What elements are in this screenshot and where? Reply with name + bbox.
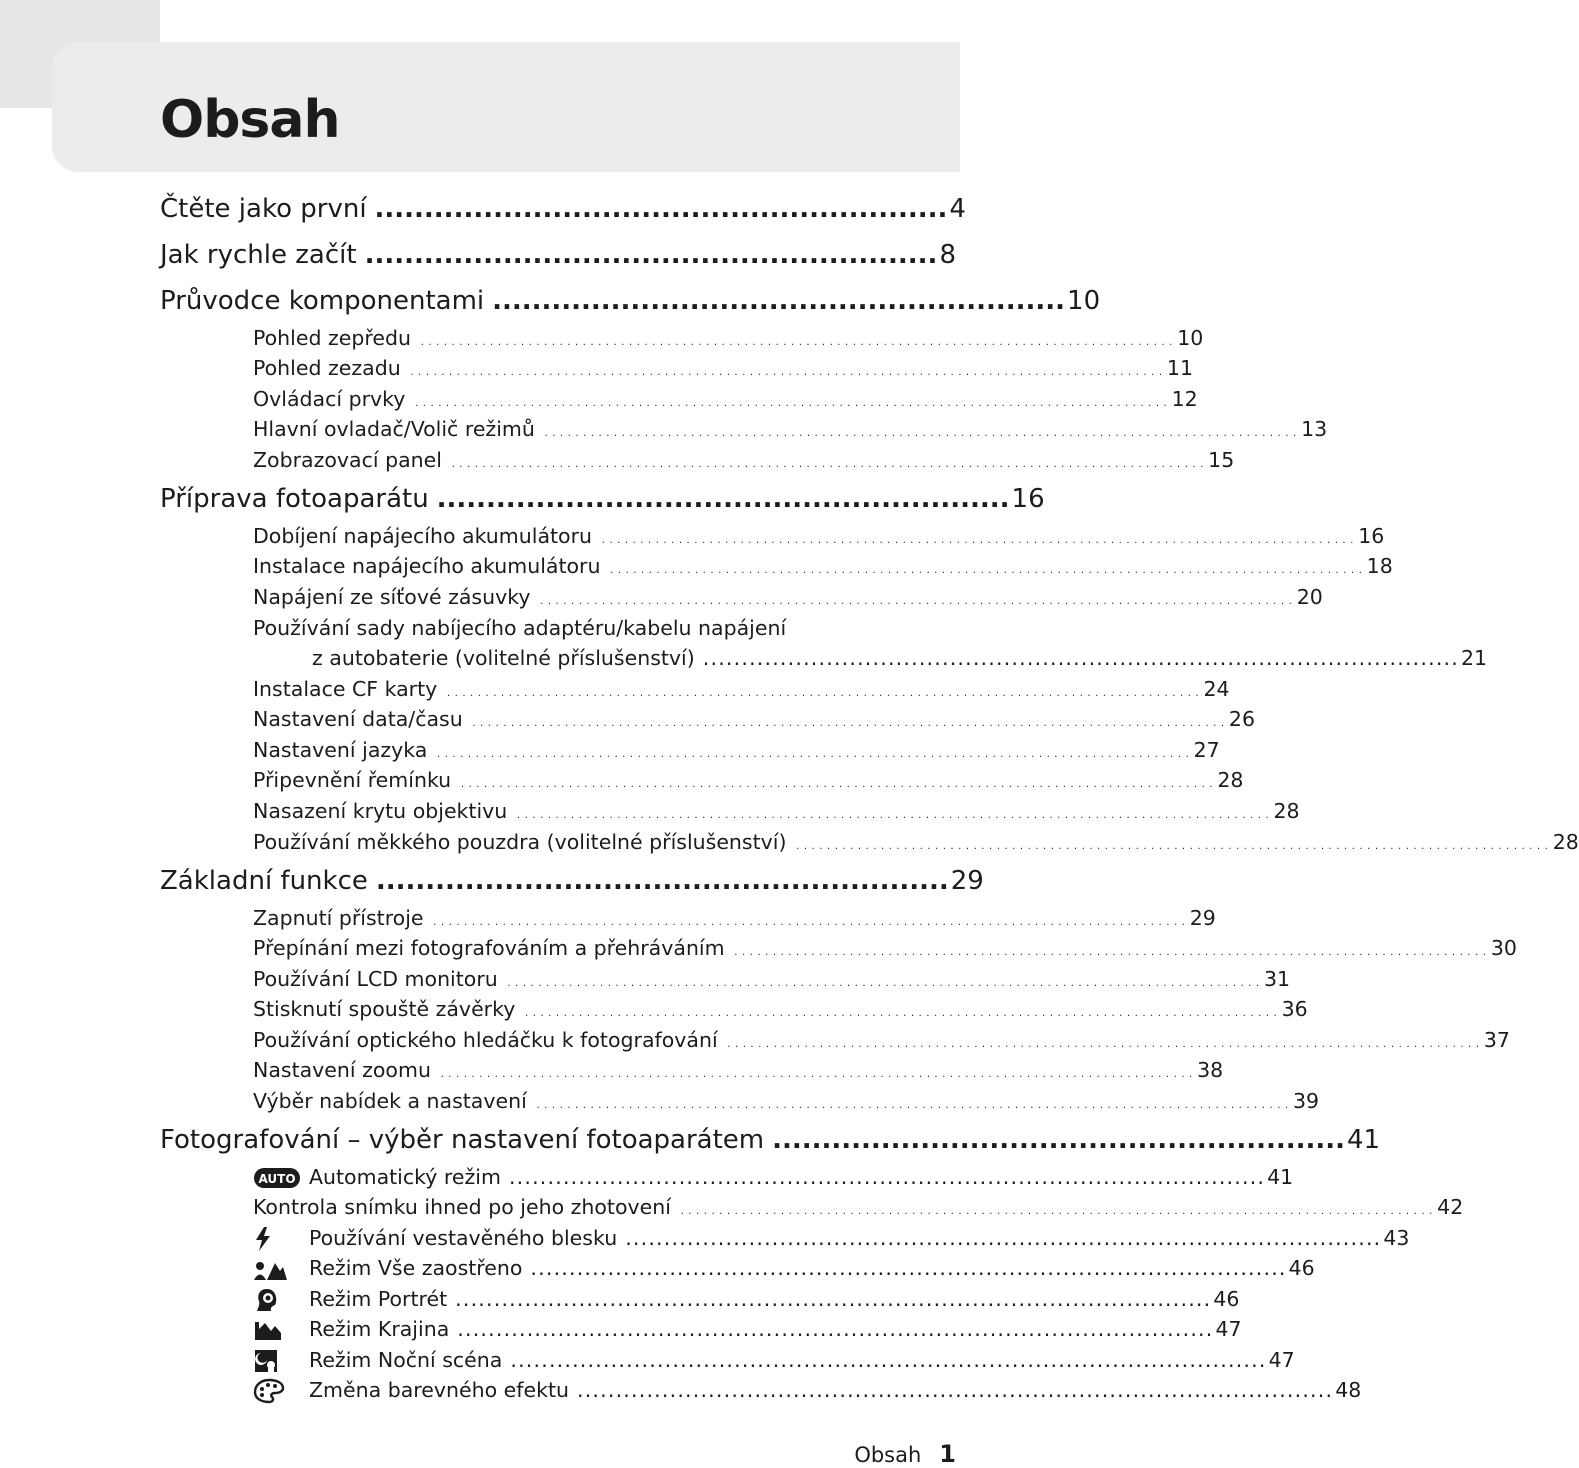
toc-subentry[interactable]: Kontrola snímku ihned po jeho zhotovení .................................................................................................. 42 bbox=[253, 1195, 1464, 1219]
toc-subentry[interactable]: Používání optického hledáčku k fotografování .................................................................................................. 37 bbox=[253, 1028, 1510, 1052]
toc-entry[interactable]: Průvodce komponentami .......................................................... 10 bbox=[160, 286, 1101, 316]
toc-subentry[interactable]: Hlavní ovladač/Volič režimů .................................................................................................. 13 bbox=[253, 417, 1328, 441]
toc-subentry[interactable]: Ovládací prvky .................................................................................................. 12 bbox=[253, 387, 1198, 411]
toc-subentry[interactable]: Změna barevného efektu .................................................................................................. 48 bbox=[253, 1378, 956, 1404]
toc-subentry[interactable]: Režim Noční scéna .................................................................................................. 47 bbox=[253, 1348, 956, 1374]
toc-subentry[interactable]: Pohled zezadu .................................................................................................. 11 bbox=[253, 356, 1194, 380]
toc-entry[interactable]: Fotografování – výběr nastavení fotoaparátem .......................................................... 41 bbox=[160, 1125, 1381, 1155]
toc-subentry[interactable]: Nastavení data/času .................................................................................................. 26 bbox=[253, 707, 1256, 731]
toc-entry[interactable]: Příprava fotoaparátu .......................................................... 16 bbox=[160, 484, 1045, 514]
toc-subentry[interactable]: Instalace CF karty .................................................................................................. 24 bbox=[253, 677, 1230, 701]
page-title: Obsah bbox=[160, 90, 340, 150]
toc-entry[interactable]: Jak rychle začít .......................................................... 8 bbox=[160, 240, 956, 270]
page-footer bbox=[854, 1440, 956, 1468]
toc-entry[interactable]: Čtěte jako první .......................................................... 4 bbox=[160, 194, 966, 224]
toc-subentry[interactable]: Připevnění řemínku .................................................................................................. 28 bbox=[253, 768, 1244, 792]
portrait-icon bbox=[253, 1287, 309, 1313]
toc-subentry[interactable]: AUTO Automatický režim .................................................................................................. 41 bbox=[253, 1165, 956, 1191]
landscape-portrait-icon bbox=[253, 1257, 309, 1281]
toc-subentry[interactable]: Používání měkkého pouzdra (volitelné příslušenství) .................................................................................................. 28 bbox=[253, 830, 1579, 854]
toc-subentry[interactable]: Zapnutí přístroje .................................................................................................. 29 bbox=[253, 906, 1216, 930]
toc-entry[interactable]: Základní funkce .......................................................... 29 bbox=[160, 866, 984, 896]
svg-text:AUTO: AUTO bbox=[258, 1172, 296, 1186]
toc-subentry[interactable]: Dobíjení napájecího akumulátoru .................................................................................................. 16 bbox=[253, 524, 1385, 548]
toc-subentry[interactable]: Režim Krajina .................................................................................................. 47 bbox=[253, 1317, 956, 1343]
toc-subentry[interactable]: Používání LCD monitoru .................................................................................................. 31 bbox=[253, 967, 1291, 991]
night-scene-icon bbox=[253, 1348, 309, 1374]
color-effect-icon bbox=[253, 1378, 309, 1404]
footer-label: Obsah bbox=[854, 1443, 922, 1467]
toc-subentry[interactable]: Nastavení jazyka .................................................................................................. 27 bbox=[253, 738, 1220, 762]
toc-subentry[interactable]: Napájení ze síťové zásuvky .................................................................................................. 20 bbox=[253, 585, 1323, 609]
toc-subentry[interactable]: Pohled zepředu .................................................................................................. 10 bbox=[253, 326, 1204, 350]
toc-subentry[interactable]: Výběr nabídek a nastavení .................................................................................................. 39 bbox=[253, 1089, 1320, 1113]
page-number: 1 bbox=[939, 1440, 956, 1468]
toc-subentry[interactable]: Používání vestavěného blesku .................................................................................................. 43 bbox=[253, 1226, 956, 1252]
toc-subentry[interactable]: Nasazení krytu objektivu .................................................................................................. 28 bbox=[253, 799, 1300, 823]
toc-subentry[interactable]: Režim Portrét .................................................................................................. 46 bbox=[253, 1287, 956, 1313]
toc-subentry[interactable]: Režim Vše zaostřeno .................................................................................................. 46 bbox=[253, 1256, 956, 1282]
toc-subentry-line1[interactable]: Používání sady nabíjecího adaptéru/kabelu napájení bbox=[253, 616, 787, 640]
toc-subentry[interactable]: Stisknutí spouště závěrky .................................................................................................. 36 bbox=[253, 997, 1308, 1021]
landscape-icon bbox=[253, 1319, 309, 1341]
auto-mode-icon bbox=[253, 1167, 309, 1189]
toc-subentry-line2[interactable]: z autobaterie (volitelné příslušenství) .................................................................................................. 21 bbox=[312, 646, 1488, 670]
toc-subentry[interactable]: Nastavení zoomu .................................................................................................. 38 bbox=[253, 1058, 1224, 1082]
toc-subentry[interactable]: Zobrazovací panel .................................................................................................. 15 bbox=[253, 448, 1235, 472]
flash-icon bbox=[253, 1226, 309, 1252]
toc-subentry[interactable]: Přepínání mezi fotografováním a přehráváním .................................................................................................. 30 bbox=[253, 936, 1517, 960]
toc-subentry[interactable]: Instalace napájecího akumulátoru .................................................................................................. 18 bbox=[253, 554, 1393, 578]
